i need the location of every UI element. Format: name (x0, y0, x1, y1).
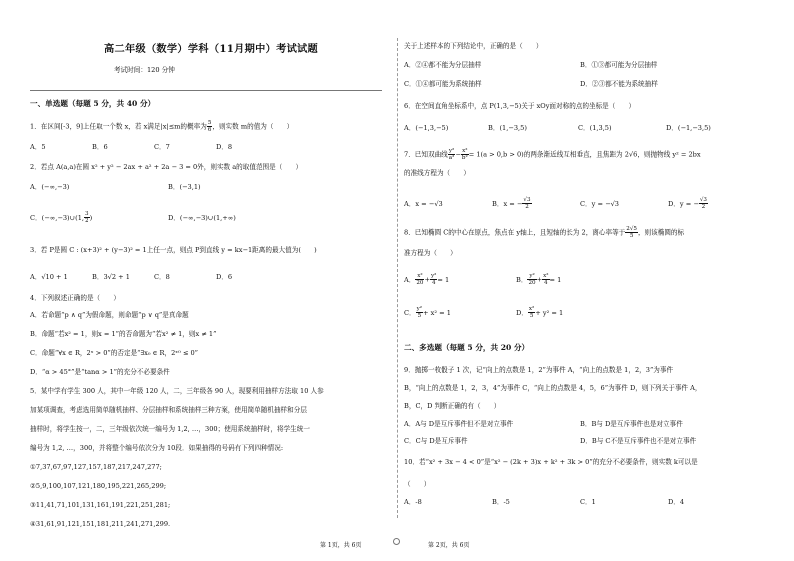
option-d[interactable]: D．B与 C不是互斥事件也不是对立事件 (580, 437, 697, 445)
option-d[interactable]: D．“α > 45°”是“tanα > 1”的充分不必要条件 (30, 368, 170, 376)
fraction-numerator: y² (416, 306, 423, 312)
option-b[interactable]: B．①③都可能为分层抽样 (580, 61, 658, 69)
fraction-numerator: √3 (523, 197, 531, 203)
option-d[interactable] (668, 197, 708, 210)
question-5-line: 加某项调查，考虑选用简单随机抽样、分层抽样和系统抽样三种方案，使用简单随机抽样和分层 (30, 406, 307, 414)
option-label: C． (404, 308, 416, 317)
option-a[interactable]: A．-8 (404, 498, 422, 506)
question-5-sample: ②5,9,100,107,121,180,195,221,265,299; (30, 482, 167, 490)
option-b-suffix: = 1 (549, 275, 562, 284)
fraction (430, 273, 437, 286)
question-7 (404, 148, 701, 161)
option-b[interactable]: B．-5 (492, 498, 510, 506)
question-7-suffix: = 1(a > 0,b > 0)的两条渐近线互相垂直，且焦距为 2√6，则抛物线 y² = 2bx (468, 150, 701, 159)
fraction-numerator: 5 (207, 120, 212, 126)
option-c[interactable]: C．C与 D是互斥事件 (404, 437, 468, 445)
fraction-denominator: 2 (701, 204, 706, 210)
option-c[interactable]: C．1 (580, 498, 596, 506)
option-a-suffix: = 1 (437, 275, 450, 284)
question-7-options (404, 197, 708, 210)
exam-title: 高二年级（数学）学科（11月期中）考试试题 (104, 43, 319, 55)
option-b[interactable]: B．(−3,1) (168, 183, 201, 191)
option-b[interactable]: B．3√2 + 1 (92, 273, 130, 281)
question-10-options (404, 498, 684, 507)
fraction-numerator: x² (417, 273, 423, 279)
page-number-left: 第 1页，共 6页 (320, 542, 362, 549)
fraction (416, 306, 423, 319)
fraction-denominator: 4 (431, 280, 436, 286)
fraction-denominator: a² (448, 155, 455, 161)
question-6-options (404, 124, 711, 133)
fraction (542, 273, 549, 286)
question-3: 3．若 P是圆 C : (x+3)² + (y−3)² = 1上任一点，则点 P到直线 y = kx−1距离的最大值为( ) (30, 246, 317, 254)
question-5-options-cd (404, 80, 658, 89)
fraction (522, 197, 531, 210)
fraction-numerator: y² (529, 273, 535, 279)
fraction-denominator: 5 (529, 313, 534, 319)
minus-sign: − (455, 150, 461, 159)
option-b[interactable]: B．6 (92, 143, 108, 151)
question-6: 6．在空间直角坐标系中，点 P(1,3,−5)关于 xOy面对称的点的坐标是（ ） (404, 102, 636, 110)
question-5-sample: ①7,37,67,97,127,157,187,217,247,277; (30, 463, 162, 471)
question-7-prefix: 7．已知双曲线 (404, 150, 448, 159)
option-c[interactable]: C．y = −√3 (580, 199, 620, 208)
question-5-sample: ④31,61,91,121,151,181,211,241,271,299. (30, 520, 171, 528)
option-d-prefix: D．y = − (668, 199, 699, 208)
option-label: A． (404, 275, 416, 284)
option-c[interactable]: C．8 (154, 273, 170, 281)
fraction-numerator: 2√5 (626, 226, 637, 232)
option-a[interactable]: A．(−1,3,−5) (404, 124, 449, 132)
fraction (699, 197, 708, 210)
fraction-denominator: 20 (416, 280, 424, 286)
question-5-options-ab (404, 61, 657, 70)
option-d-suffix: + y² = 1 (535, 308, 564, 317)
exam-time: 考试时间：120 分钟 (114, 66, 175, 74)
question-2-options-ab (30, 183, 201, 192)
option-a[interactable]: A．5 (30, 143, 46, 151)
option-c-suffix: ) (89, 213, 93, 222)
question-10: 10．若“x² + 3x − 4 < 0”是“x² − (2k + 3)x + k² + 3k > 0”的充分不必要条件，则实数 k可以是 (404, 458, 698, 466)
option-d[interactable]: D．②③都不能为系统抽样 (580, 80, 658, 88)
question-10-line2: （ ） (404, 480, 431, 488)
question-5-line: 抽样时，将学生按一，二，三年级依次统一编号为 1,2, …，300；使用系统抽样时，将学生统一 (30, 425, 310, 433)
fraction-numerator: x² (528, 306, 535, 312)
fraction (415, 273, 424, 286)
fraction-denominator: 5 (629, 233, 634, 239)
question-8-options-cd (404, 306, 563, 319)
question-5-line: 编号为 1,2, …，300，并将整个编号依次分为 10段．如果抽得的号码有下列四种情况: (30, 444, 284, 452)
fraction-numerator: y² (431, 273, 437, 279)
fraction-denominator: 4 (544, 280, 548, 286)
question-2-options-cd (30, 211, 236, 224)
page-center-circle-icon (393, 538, 400, 545)
option-c[interactable] (404, 306, 516, 319)
option-b-prefix: B．x = − (492, 199, 523, 208)
question-5-continued: 关于上述样本的下列结论中，正确的是（ ） (404, 42, 543, 50)
fraction (527, 273, 536, 286)
option-c[interactable]: C．7 (154, 143, 170, 151)
option-c[interactable] (30, 211, 168, 224)
fraction-numerator: 3 (85, 211, 89, 217)
option-a[interactable]: A．若命题“p ∧ q”为假命题，则命题“p ∨ q”是真命题 (30, 311, 189, 319)
option-c-prefix: C．(−∞,−3)∪(1, (30, 213, 85, 222)
option-d[interactable]: D．8 (216, 143, 233, 151)
option-a[interactable]: A．A与 D是互斥事件但不是对立事件 (404, 420, 514, 428)
question-8 (404, 226, 684, 239)
section-title-single-choice: 一、单选题（每题 5 分，共 40 分） (30, 99, 156, 108)
question-9-options-ab (404, 420, 683, 429)
fraction-numerator: √3 (699, 197, 707, 203)
question-9-line: B，C，D 判断正确的有（ ） (404, 402, 501, 410)
question-8-prefix: 8．已知椭圆 C的中心在原点，焦点在 y轴上，且短轴的长为 2，离心率等于 (404, 228, 626, 237)
option-c[interactable]: C．①④都可能为系统抽样 (404, 80, 482, 88)
option-d[interactable]: D．4 (668, 498, 685, 506)
question-7-line2: 的准线方程为（ ） (404, 169, 470, 177)
fraction (528, 306, 535, 319)
option-d[interactable] (516, 306, 563, 319)
question-2: 2．若点 A(a,a)在圆 x² + y² − 2ax + a² + 2a − 3 = 0外，则实数 a的取值范围是（ ） (30, 163, 303, 171)
option-c-suffix: + x² = 1 (423, 308, 451, 317)
option-c[interactable]: C．命题“∀x ∈ R，2ˣ > 0”的否定是“∃x₀ ∈ R，2ˣ⁰ ≤ 0” (30, 349, 199, 357)
question-4: 4．下列叙述正确的是（ ） (30, 294, 120, 302)
question-5-sample: ③11,41,71,101,131,161,191,221,251,281; (30, 501, 171, 509)
question-8-suffix: ，则该椭圆的标 (637, 228, 685, 237)
question-8-options-ab (404, 273, 561, 286)
option-a[interactable]: A．x = −√3 (404, 199, 443, 208)
option-d[interactable]: D．(−∞,−3)∪(1,+∞) (168, 213, 236, 222)
option-a[interactable]: A．√10 + 1 (30, 273, 68, 281)
fraction-denominator: 20 (528, 280, 536, 286)
question-9-line: B，“向上的点数是 1，2，3，4”为事件 C，“向上的点数是 4，5，6”为事件 D，则下列关于事件 A， (404, 384, 702, 392)
option-d[interactable]: D．(−1,−3,5) (666, 124, 711, 132)
question-5-line: 5．某中学有学生 300 人，其中一年级 120 人，二，三年级各 90 人，现要利用抽样方法取 10 人参 (30, 387, 324, 395)
option-b[interactable]: B．B与 D是互斥事件也是对立事件 (580, 420, 683, 428)
fraction-numerator: x² (543, 273, 549, 279)
question-1-tail: ，则实数 m的值为（ ） (212, 122, 294, 131)
option-a[interactable]: A．②④都不能为分层抽样 (404, 61, 482, 69)
fraction-denominator: 5 (417, 313, 422, 319)
option-b[interactable]: B． $\frac{\text{y²}}{20}$ + $\frac{\text{x²}}{4}$ = 1 (516, 273, 562, 286)
section-rule (30, 90, 382, 91)
option-b[interactable] (492, 197, 580, 210)
option-a[interactable]: A． $\frac{\text{x²}}{20}$ + $\frac{\text{y²}}{4}$ = 1 (404, 273, 450, 286)
question-8-line2: 准方程为（ ） (404, 249, 457, 257)
option-label: B． (516, 275, 528, 284)
fraction-numerator: y² (448, 148, 455, 154)
option-a[interactable]: A．(−∞,−3) (30, 183, 70, 191)
question-3-options (30, 273, 232, 282)
fraction-denominator: 6 (207, 127, 212, 133)
question-9-options-cd (404, 437, 696, 446)
option-c[interactable]: C．(1,3,5) (578, 124, 612, 132)
page-number-right: 第 2页，共 6页 (428, 542, 470, 549)
fraction-denominator: b² (461, 155, 468, 161)
section-title-multiple-choice: 二、多选题（每题 5 分，共 20 分） (404, 343, 530, 352)
fraction-numerator: x² (462, 148, 468, 154)
fraction-denominator: 2 (525, 204, 529, 210)
question-1-options (30, 143, 232, 152)
question-9-line: 9．抛掷一枚骰子 1 次，记“向上的点数是 1，2”为事件 A，“向上的点数是 1，2，3”为事件 (404, 366, 674, 374)
fraction (625, 226, 638, 239)
option-label: D． (516, 308, 528, 317)
question-1 (30, 120, 293, 133)
option-b[interactable]: B．命题“若x² = 1，则x = 1”的否命题为“若x² ≠ 1，则x ≠ 1” (30, 330, 217, 338)
question-1-text: 1．在区间[-3，9]上任取一个数 x，若 x满足|x|≤m的概率为 (30, 122, 207, 131)
column-divider (397, 38, 398, 518)
option-d[interactable]: D．6 (216, 273, 233, 281)
fraction (461, 148, 469, 161)
option-b[interactable]: B．(1,−3,5) (488, 124, 527, 132)
fraction-denominator: 2 (85, 218, 89, 224)
